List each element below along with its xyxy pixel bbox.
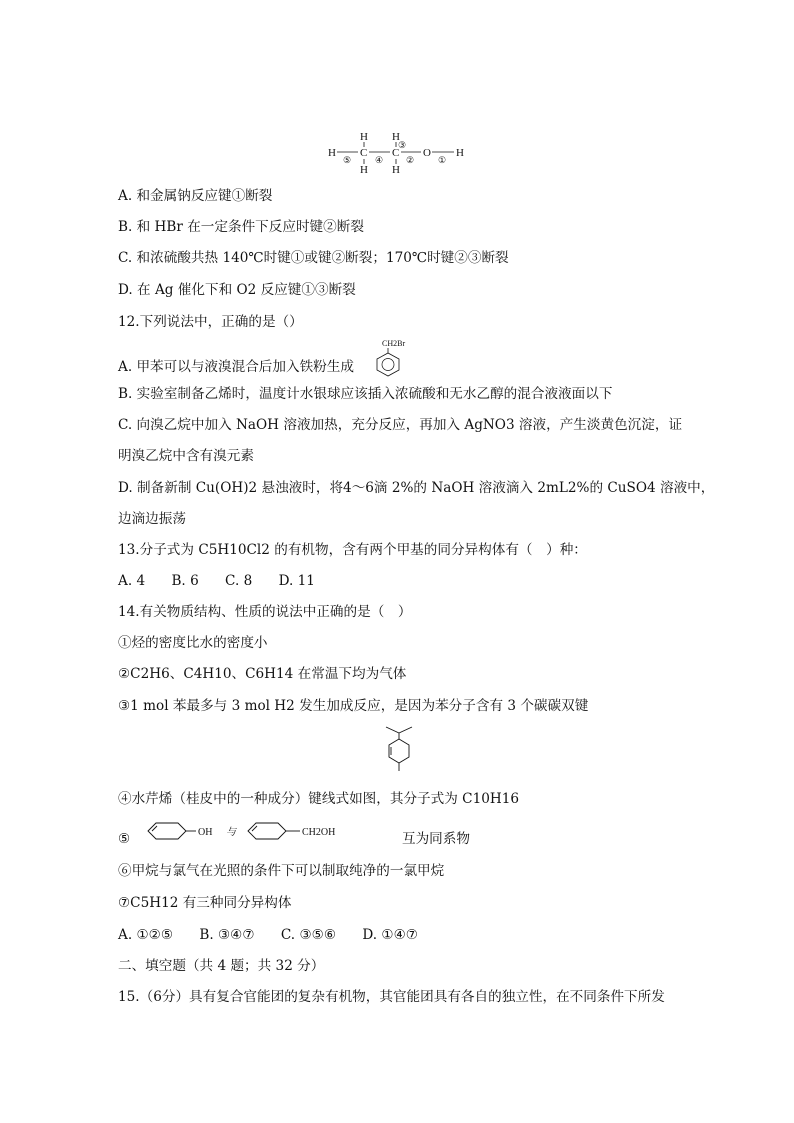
q15-stem: 15.（6分）具有复合官能团的复杂有机物，其官能团具有各自的独立性，在不同条件下所发 [118,989,665,1005]
q14-statement-2: ②C2H6、C4H10、C6H14 在常温下均为气体 [118,666,407,682]
q12-option-a-text: A. 甲苯可以与液溴混合后加入铁粉生成 [118,359,354,375]
benzyl-bromide-structure [364,337,414,377]
bond-1-label: ① [438,155,447,165]
bond-4-label: ④ [375,155,384,165]
and-label: 与 [226,827,236,838]
q12-option-d-line2: 边滴边振荡 [118,511,186,527]
bond-2-label: ② [406,155,415,165]
q14-option-b: B. ③④⑦ [199,927,255,943]
ch2br-label: CH2Br [382,339,406,348]
q12-stem: 12.下列说法中，正确的是（） [118,314,303,330]
atom-o: O [423,147,431,159]
atom-h: H [456,147,464,159]
q14-statement-6: ⑥甲烷与氯气在光照的条件下可以制取纯净的一氯甲烷 [118,863,445,879]
q14-stem: 14.有关物质结构、性质的说法中正确的是（ ） [118,604,412,620]
q11-option-c: C. 和浓硫酸共热 140℃时键①或键②断裂；170℃时键②③断裂 [118,250,509,266]
q11-option-b: B. 和 HBr 在一定条件下反应时键②断裂 [118,219,364,235]
statement-5-number: ⑤ [118,831,131,847]
oh-label: OH [198,827,213,838]
bond-5-label: ⑤ [343,155,352,165]
q14-statement-5 [118,829,130,849]
atom-h: H [328,147,336,159]
atom-h: H [392,164,400,176]
atom-h: H [360,164,368,176]
q14-option-d: D. ①④⑦ [362,927,418,943]
q14-option-a: A. ①②⑤ [118,927,174,943]
q14-statement-3: ③1 mol 苯最多与 3 mol H2 发生加成反应，是因为苯分子含有 3 个碳碳双键 [118,698,589,714]
phellandrene-structure [378,724,420,774]
q14-statement-4: ④水芹烯（桂皮中的一种成分）键线式如图，其分子式为 C10H16 [118,791,520,807]
q13-option-c: C. 8 [225,573,253,589]
q13-option-a: A. 4 [118,573,146,589]
q11-option-d: D. 在 Ag 催化下和 O2 反应键①③断裂 [118,282,356,298]
q14-statement-7: ⑦C5H12 有三种同分异构体 [118,895,292,911]
q12-option-c-line2: 明溴乙烷中含有溴元素 [118,448,254,464]
ch2oh-label: CH2OH [302,827,336,838]
q12-option-b: B. 实验室制备乙烯时，温度计水银球应该插入浓硫酸和无水乙醇的混合液液面以下 [118,386,613,402]
q13-option-d: D. 11 [278,573,315,589]
q13-stem: 13.分子式为 C5H10Cl2 的有机物，含有两个甲基的同分异构体有（ ）种： [118,542,587,558]
atom-h: H [360,131,368,143]
phenol-vs-benzyl-alcohol [140,818,402,844]
q14-statement-1: ①烃的密度比水的密度小 [118,635,268,651]
q12-option-d-line1: D. 制备新制 Cu(OH)2 悬浊液时，将4～6滴 2%的 NaOH 溶液滴入 2mL2%的 CuSO4 溶液中， [118,480,715,496]
atom-c: C [360,147,368,159]
statement-5-tail: 互为同系物 [402,831,470,847]
atom-h: H [392,131,400,143]
q11-option-a: A. 和金属钠反应键①断裂 [118,188,273,204]
q13-option-b: B. 6 [171,573,199,589]
bond-3-label: ③ [398,140,407,150]
q14-option-c: C. ③⑤⑥ [280,927,337,943]
atom-c: C [392,147,400,159]
section-2-heading: 二、填空题（共 4 题；共 32 分） [118,958,325,974]
q13-options [118,571,337,591]
q12-option-c-line1: C. 向溴乙烷中加入 NaOH 溶液加热，充分反应，再加入 AgNO3 溶液，产生淡黄色沉淀，证 [118,417,683,433]
q14-options [118,925,440,945]
ethanol-structure-diagram [320,128,480,176]
q12-option-a [118,357,354,377]
